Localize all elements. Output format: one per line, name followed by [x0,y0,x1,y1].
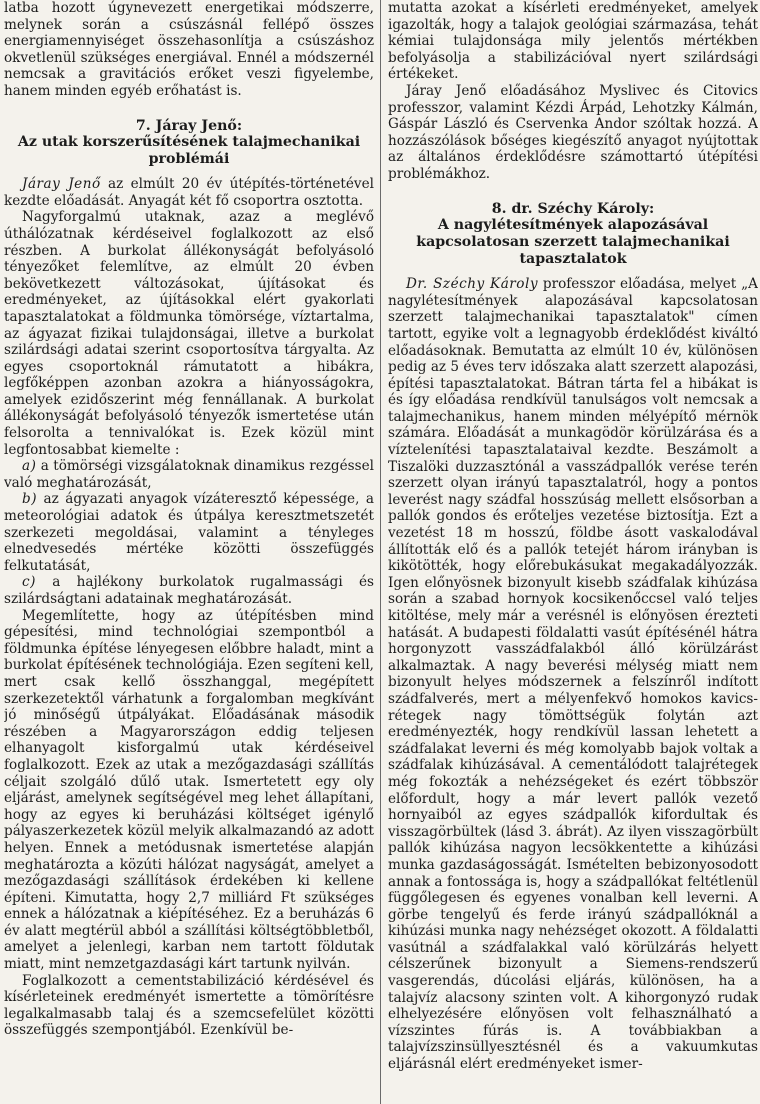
column-divider [380,0,381,1104]
list-label-b: b) [22,491,38,508]
right-continuation-paragraph: mutatta azokat a kísérleti eredményeket, amelyek igazolták, hogy a talajok geológiai származása, tehát kémiai tulajdonsága mily jelentős mértékben befolyásolja a stabilizációval nyert szilárdsági értékeket. [388,0,758,83]
section-7-paragraph-1 [4,176,374,209]
list-text-a: a tömörségi vizsgálatoknak dinamikus rezgéssel való meghatározását, [4,458,374,491]
list-item-b [4,491,374,574]
paragraph-text: az elmúlt 20 év útépítés-történetével kezdte előadását. Anyagát két fő csoportra osztotta. [4,176,374,209]
section-8-paragraph-1 [388,276,758,1073]
list-item-a [4,458,374,491]
list-text-b: az ágyazati anyagok vízáteresztő képessége, a meteorológiai adatok és útpálya keresztmetszetét szerkezeti megoldásai, valamint a tényleges elnedvesedés mértéke közötti összefüggés felkutatását, [4,491,374,574]
section-7-title: Az utak korszerűsítésének talajmechanikai problémái [17,134,361,168]
discussion-paragraph: Járay Jenő előadásához Myslivec és Citovics professzor, valamint Kézdi Árpád, Lehotzky Kálmán, Gáspár László és Cservenka Andor szóltak hozzá. A hozzászólások bőséges kiegészítő anyagot nyújtottak az általános érdeklődésre számottartó útépítési problémákhoz. [388,82,758,182]
list-text-c: a hajlékony burkolatok rugalmassági és szilárdságtani adatainak meghatározását. [4,574,374,607]
section-7-number: 7. Járay Jenő: [135,117,243,134]
author-name: Járay Jenő [22,176,101,193]
section-7-paragraph-2: Nagyforgalmú utaknak, azaz a meglévő úthálózatnak kérdéseivel foglalkozott az első részben. A burkolat állékonyságát befolyásoló tényezőket felemlítve, az elmúlt 20 évben bekövetkezett változásokat, újításokat és eredményeket, az újításokkal elért gyakorlati tapasztalatokat a földmunka tömörsége, víztartalma, az ágyazat fizikai tulajdonságai, illetve a burkolat szilárdsági adatai szerint csoportosítva tárgyalta. Az egyes csoportoknál rámutatott a hibákra, legfőképpen azonban azokra a hiányosságokra, amelyek ezidőszerint még fennállanak. A burkolat állékonyságát befolyásoló tényezők ismertetése után felsorolta a tennivalókat is. Ezek közül mint legfontosabbat kiemelte : [4,209,374,458]
section-8-title: A nagylétesítmények alapozásával kapcsolatosan szerzett talajmechanikai tapasztalatok [416,217,730,268]
author-name: Dr. Széchy Károly [406,276,539,293]
left-column [4,0,374,1104]
paragraph-text: professzor előadása, melyet „A nagylétesítmények alapozásával kapcsolatosan szerzett talajmechanikai tapasztalatok" címen tartott, egyike volt a legnagyobb érdeklődést kiváltó előadásoknak. Bemutatta az elmúlt 10 év, különösen pedig az 5 éves terv időszaka alatt szerzett alapozási, építési tapasztalatokat. Bátran tárta fel a hibákat is és így előadása rendkívül tanulságos volt nemcsak a talajmechanikus, hanem minden mélyépítő mérnök számára. Előadását a munkagödör körülzárása és a víztelenítési tapasztalataival kezdte. Beszámolt a Tiszalöki duzzasztónál a vasszádpallók verése terén szerzett olyan irányú tapasztalatról, hogy a pontos leverést nagy szádfal hosszúság mellett elsősorban a pallók gondos és erőteljes vezetése biztosítja. Ezt a vezetést 18 m hosszú, földbe ásott vaskalodával állították elő és a pallók tetejét három irányban is kikötötték, hogy előrebukásukat megakadályozzák. Igen előnyösnek bizonyult kisebb szádfalak kihúzása során a szabad hornyok kocsikenőccsel való teljes kitöltése, mely már a verésnél is előnyösen érezteti hatását. A budapesti földalatti vasút építésénél hátra horgonyzott vasszádfalakból álló körülzárást alkalmaztak. A nagy beverési mélység miatt nem bizonyult helyes módszernek a felszínről indított szádfalverés, mert a mélyenfekvő homokos kavics-rétegek nagy tömöttségük folytán azt eredményezték, hogy rendkívül lassan lehetett a szádfalakat leverni és még komolyabb bajok voltak a szádfalak kihúzásával. A cementálódott talajrétegek még fokozták a nehézségeket és ezért többször előfordult, hogy a már levert pallók vezető hornyaiból az egyes szádpallók kifordultak és visszagörbültek (lásd 3. ábrát). Az ilyen visszagörbült pallók kihúzása nagyon lecsökkentette a kihúzási munka gazdaságosságát. Ismételten bebizonyosodott annak a fontossága is, hogy a szádpallókat feltétlenül függőlegesen és egyenes vonalban kell leverni. A görbe tengelyű és ferde irányú szádpallóknál a kihúzási munka nagy nehézséget okozott. A földalatti vasútnál a szádfalakkal való körülzárás helyett célszerűnek bizonyult a Siemens-rendszerű vasgerendás, dúcolási eljárás, különösen, ha a talajvíz alacsony szinten volt. A kihorgonyzó rudak elhelyezésére előnyösen volt felhasználható a vízszintes fúrás is. A továbbiakban a talajvízszinsüllyesztésnél és a vakuumkutas eljárásnál elért eredményeket ismer- [388,276,758,1073]
list-item-c [4,574,374,607]
section-7-paragraph-4: Foglalkozott a cementstabilizáció kérdésével és kísérleteinek eredményét ismertette a tömörítésre legalkalmasabb talaj és a szemcsefelület közötti összefüggés szempontjából. Ezenkívül be- [4,972,374,1039]
list-label-c: c) [22,574,36,591]
list-label-a: a) [22,458,37,475]
right-column [388,0,758,1104]
section-8-number: 8. dr. Széchy Károly: [491,200,655,217]
section-7-paragraph-3: Megemlítette, hogy az útépítésben mind gépesítési, mind technológiai szempontból a földmunka építése lényegesen előbbre haladt, mint a burkolat építésének technológiája. Ezen segíteni kell, mert csak kellő összhanggal, megépített szerkezetektől várhatunk a forgalomban megkívánt jó minőségű útpályákat. Előadásának második részében a Magyarországon eddig teljesen elhanyagolt kisforgalmú utak kérdéseivel foglalkozott. Ezek az utak a mezőgazdasági szállítás céljait szolgáló dűlő utak. Ismertetett egy oly eljárást, amelynek segítségével meg lehet állapítani, hogy az egyes ki beruházási költséget igénylő pályaszerkezetek közül melyik alkalmazandó az adott helyen. Ennek a metódusnak ismertetése alapján meghatározta a közúti hálózat nagyságát, amelyet a mezőgazdasági szállítások érdekében ki kellene építeni. Kimutatta, hogy 2,7 milliárd Ft szükséges ennek a hálózatnak a kiépítéséhez. Ez a beruházás 6 év alatt megtérül abból a szállítási költségtöbbletből, amelyet a jelenlegi, karban nem tartott földutak miatt, mint nemzetgazdasági kárt tartunk nyilván. [4,607,374,973]
left-intro-paragraph: latba hozott úgynevezett energetikai módszerre, melynek során a csúszásnál fellépő összes energiamennyiséget összehasonlítja a csúszáshoz okvetlenül szükséges energiával. Ennél a módszernél nemcsak a gravitációs erőket veszi figyelembe, hanem minden egyéb erőhatást is. [4,0,374,99]
